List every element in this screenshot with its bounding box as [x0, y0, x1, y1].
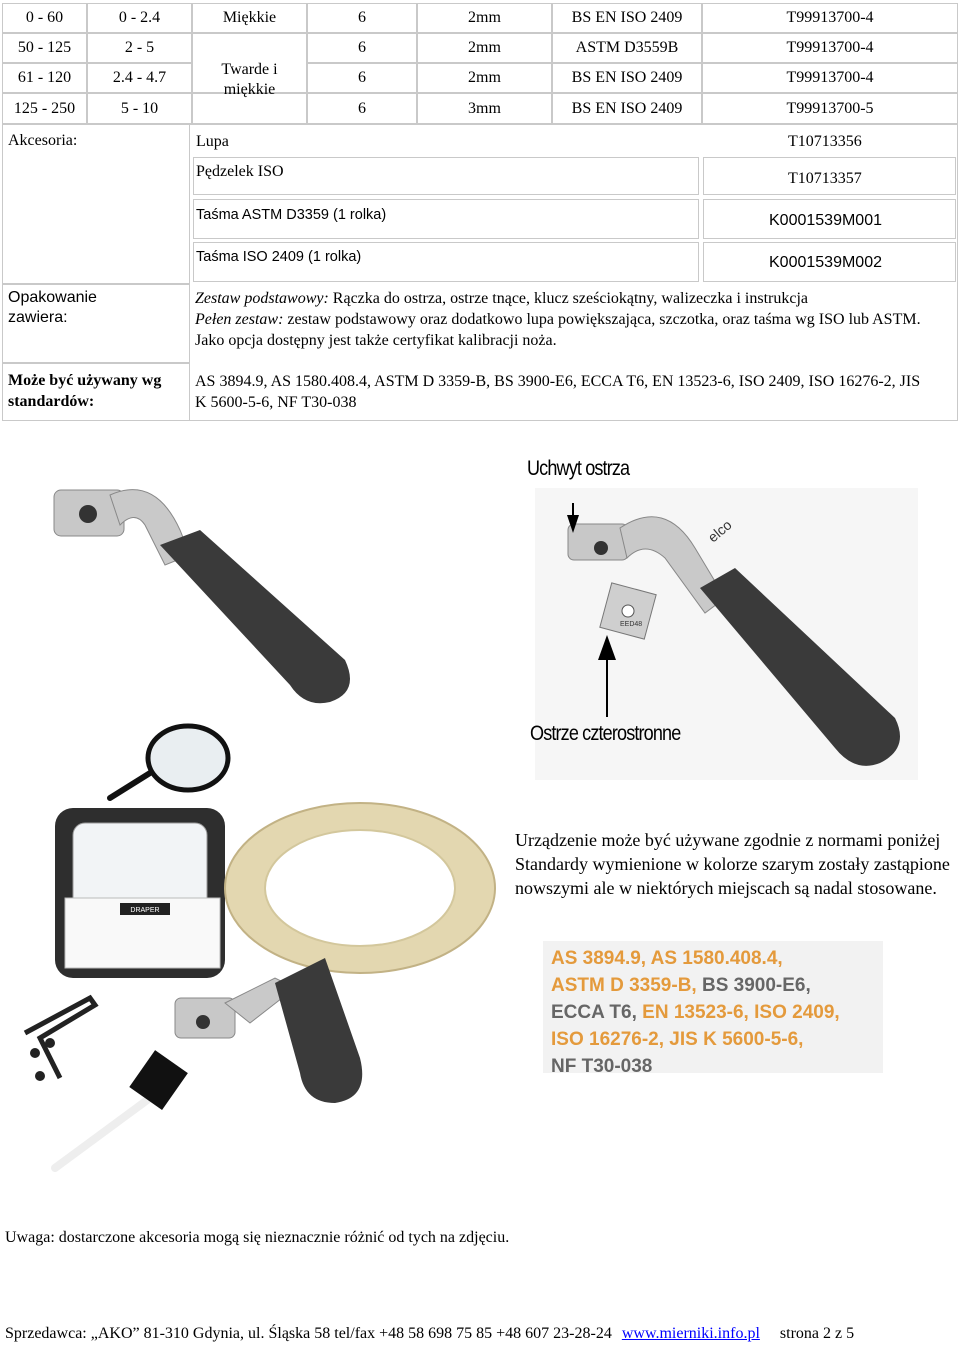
cell-code: T99913700-4: [786, 39, 874, 56]
standards-image: [543, 941, 883, 1077]
footer-seller: Sprzedawca: „AKO” 81-310 Gdynia, ul. Śląska 58 tel/fax +48 58 698 75 85 +48 607 23-28-24: [5, 1325, 612, 1342]
cell-spacing: 3mm: [468, 100, 501, 117]
std-line5: NF T30-038: [551, 1056, 653, 1077]
blade-mark: EED48: [620, 621, 643, 628]
accessories-label: Akcesoria:: [8, 132, 78, 149]
footer-website-link[interactable]: www.mierniki.info.pl: [621, 1325, 760, 1342]
std-line3a: ECCA T6,: [551, 1002, 637, 1023]
package-label-line2: zawiera:: [8, 309, 68, 326]
standards-label-line1: Może być używany wg: [8, 372, 162, 389]
accessory-name: Lupa: [196, 133, 229, 150]
package-full-text: zestaw podstawowy oraz dodatkowo lupa powiększająca, szczotka, oraz taśma wg ISO lub ASTM. Jako opcja dostępny jest także certyfikat kalibracji noża.: [195, 311, 921, 349]
cell-thickness: 5 - 10: [120, 100, 159, 117]
accessory-code: K0001539M001: [769, 212, 882, 229]
std-line3b: EN 13523-6, ISO 2409,: [636, 1002, 840, 1023]
callout-arrows: [560, 495, 620, 720]
package-label-line1: Opakowanie: [8, 289, 97, 306]
accessory-code: T10713356: [788, 133, 862, 150]
cell-spacing: 2mm: [468, 39, 501, 56]
callout-handle: Uchwyt ostrza: [527, 457, 630, 480]
magnifier-brand: DRAPER: [130, 907, 160, 914]
cell-count: 6: [358, 39, 366, 56]
cell-range: 0 - 60: [25, 9, 64, 26]
cell-thickness: 2.4 - 4.7: [112, 69, 167, 86]
accessory-name: Taśma ASTM D3359 (1 rolka): [196, 207, 387, 223]
cell-count: 6: [358, 69, 366, 86]
cell-standard: BS EN ISO 2409: [571, 9, 683, 26]
accessory-name-cell: [193, 127, 699, 156]
standards-label-line2: standardów:: [8, 393, 95, 410]
cell-standard: ASTM D3559B: [575, 39, 679, 56]
kit-image: [15, 798, 515, 1183]
cell-code: T99913700-5: [786, 100, 874, 117]
standards-text: AS 3894.9, AS 1580.408.4, ASTM D 3359-B, BS 3900-E6, ECCA T6, EN 13523-6, ISO 2409, ISO 16276-2, JIS K 5600-5-6, NF T30-038: [195, 373, 921, 411]
cell-type: Miękkie: [222, 9, 277, 26]
arrow-down-icon: [567, 515, 579, 533]
cell-code: T99913700-4: [786, 69, 874, 86]
cell-thickness: 0 - 2.4: [118, 9, 161, 26]
standards-description: Urządzenie może być używane zgodnie z normami poniżej Standardy wymienione w kolorze szarym zostały zastąpione nowszymi ale w niektórych miejscach są nadal stosowane.: [515, 830, 950, 898]
note-text: Uwaga: dostarczone akcesoria mogą się nieznacznie różnić od tych na zdjęciu.: [5, 1229, 510, 1246]
magnifier-image: [105, 718, 245, 808]
cell-code: T99913700-4: [786, 9, 874, 26]
cell-spacing: 2mm: [468, 69, 501, 86]
footer-page-number: strona 2 z 5: [779, 1325, 855, 1342]
cell-standard: BS EN ISO 2409: [571, 100, 683, 117]
cell-range: 125 - 250: [13, 100, 76, 117]
cell-spacing: 2mm: [468, 9, 501, 26]
cutter-handle-left-image: [40, 470, 370, 710]
cell-standard: BS EN ISO 2409: [571, 69, 683, 86]
kit-photo: [15, 798, 515, 1183]
package-full-label: Pełen zestaw:: [195, 311, 284, 328]
std-line2a: ASTM D 3359-B,: [551, 975, 697, 996]
footer: [5, 1325, 854, 1343]
std-line4: ISO 16276-2, JIS K 5600-5-6,: [551, 1029, 804, 1050]
std-line2b: BS 3900-E6,: [696, 975, 811, 996]
arrow-up-icon: [598, 635, 616, 660]
cell-count: 6: [358, 100, 366, 117]
package-text: [195, 288, 950, 351]
accessory-name: Pędzelek ISO: [196, 163, 284, 180]
cell-count: 6: [358, 9, 366, 26]
cell-type-merged: Twarde i miękkie: [221, 61, 278, 98]
cell-thickness: 2 - 5: [124, 39, 155, 56]
package-basic-label: Zestaw podstawowy:: [195, 290, 329, 307]
accessory-code: T10713357: [788, 170, 862, 187]
accessory-name: Taśma ISO 2409 (1 rolka): [196, 249, 362, 265]
handle-brand: elco: [704, 516, 735, 546]
std-line1: AS 3894.9, AS 1580.408.4,: [551, 948, 783, 969]
package-basic-text: Rączka do ostrza, ostrze tnące, klucz sześciokątny, walizeczka i instrukcja: [328, 290, 808, 307]
cell-range: 61 - 120: [17, 69, 72, 86]
callout-blade: Ostrze czterostronne: [530, 722, 681, 745]
accessory-code: K0001539M002: [769, 254, 882, 271]
cell-range: 50 - 125: [17, 39, 72, 56]
